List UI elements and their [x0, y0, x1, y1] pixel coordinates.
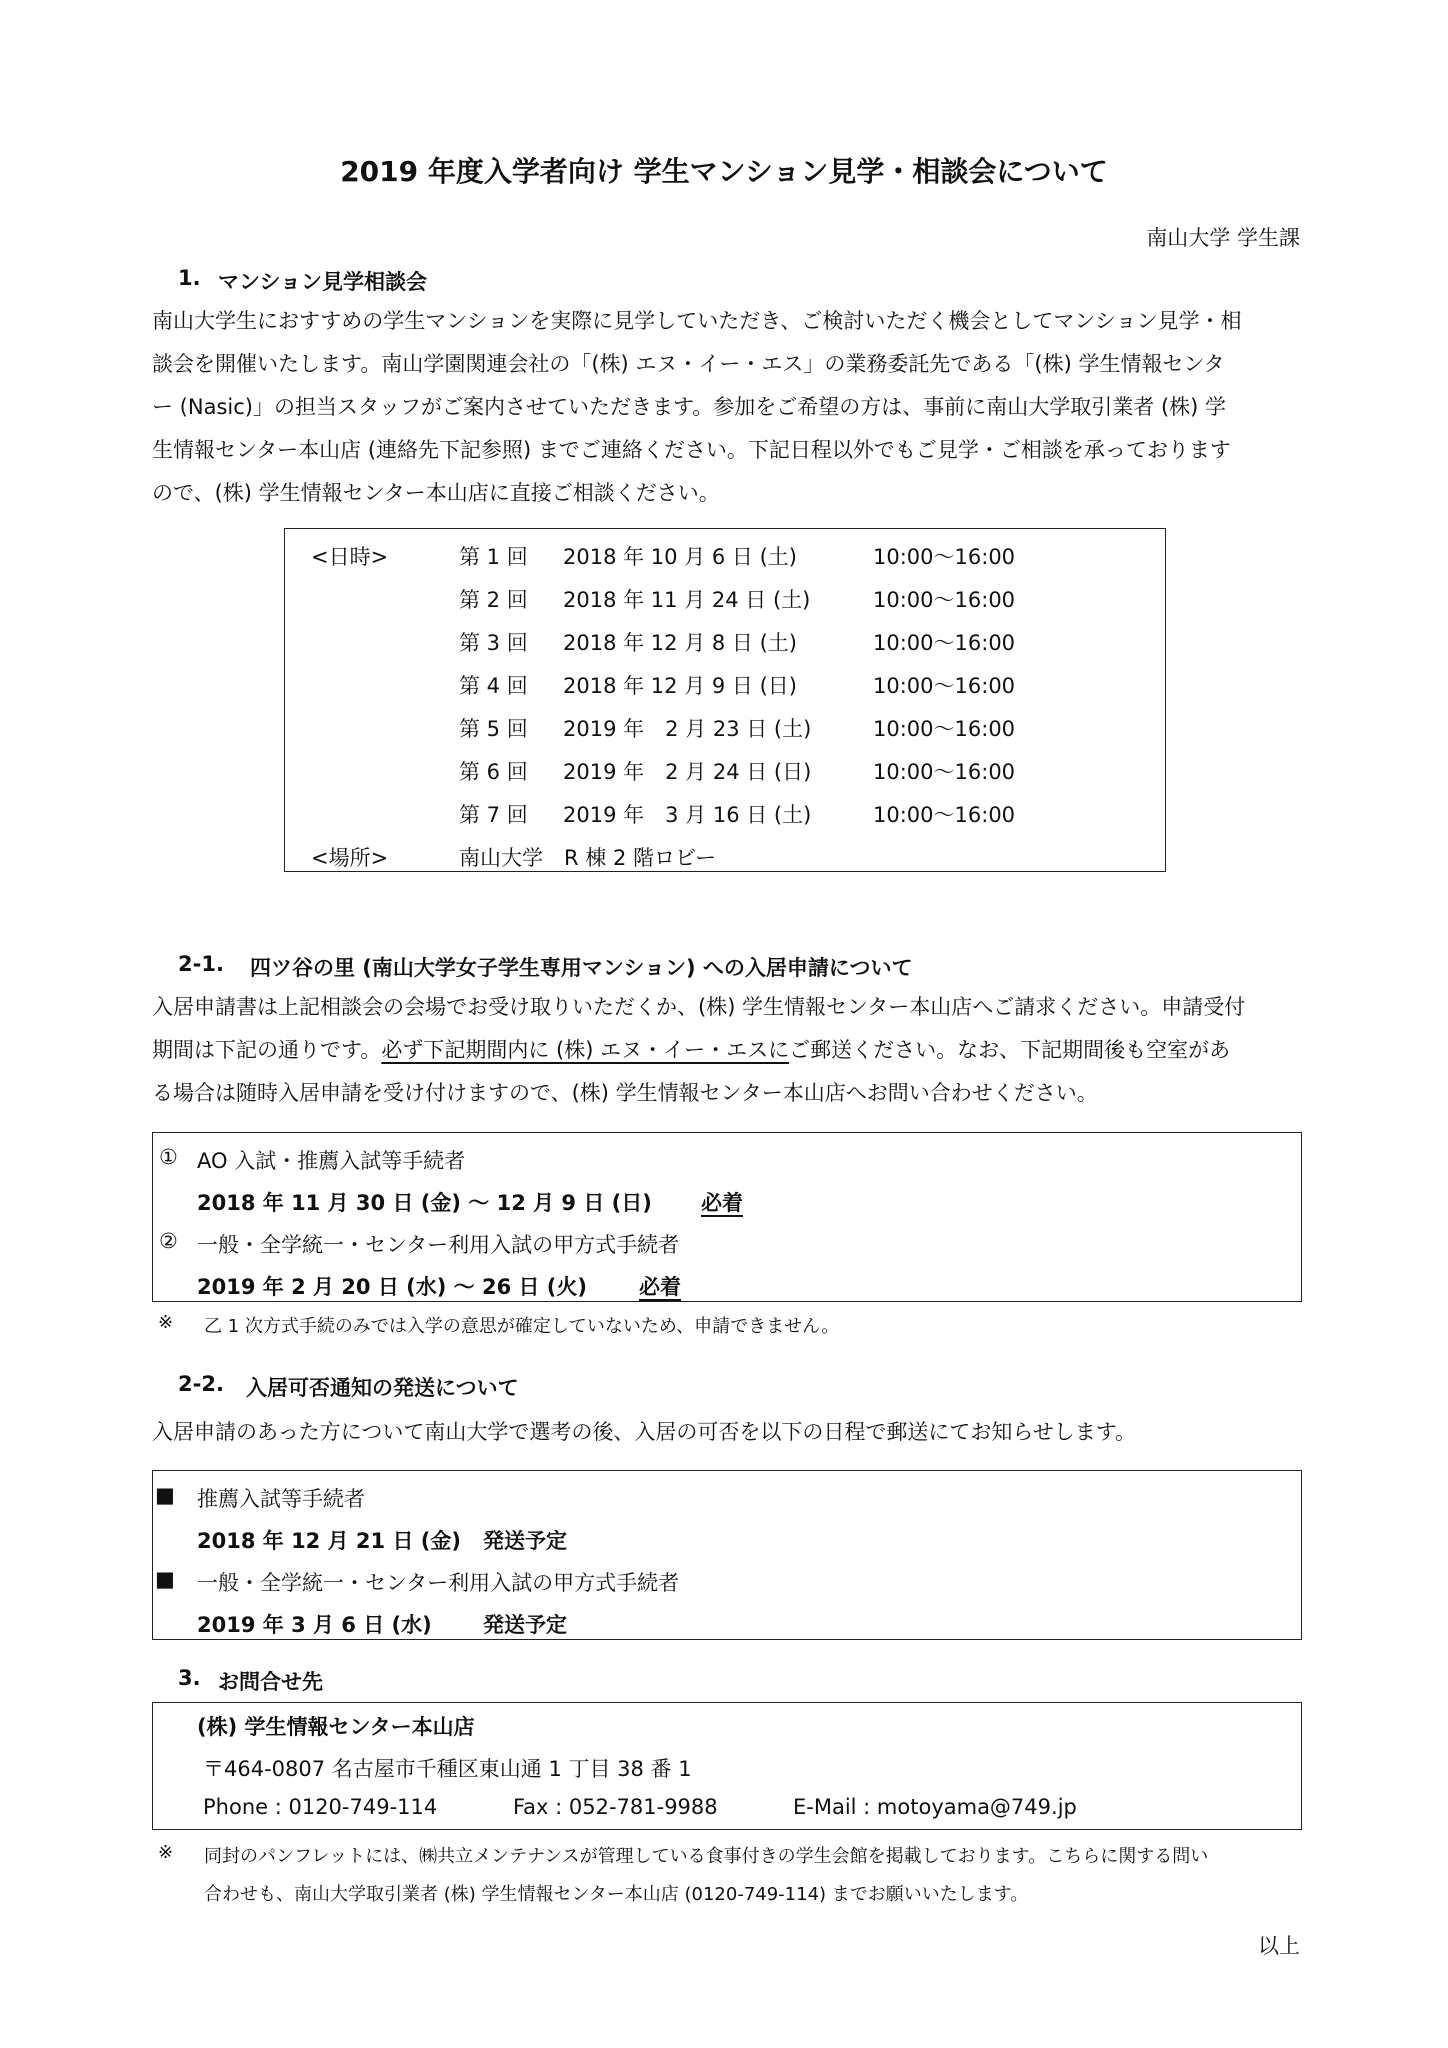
section2-1-note: 乙 1 次方式手続のみでは入学の意思が確定していないため、申請できません。: [204, 1316, 840, 1337]
section2-1-line-text: 期間は下記の通りです。: [152, 1038, 382, 1062]
schedule-place-label: <場所>: [311, 846, 389, 870]
section1-paragraph-line: 談会を開催いたします。南山学園関連会社の「(株) エヌ・イー・エス」の業務委託先である「(株) 学生情報センタ: [152, 352, 1225, 376]
schedule-date: 2018 年 10 月 6 日 (土): [563, 545, 797, 569]
contact-email: E-Mail : motoyama@749.jp: [793, 1795, 1077, 1819]
section2-1-line: [152, 1029, 1302, 1072]
section3-number: 3.: [178, 1666, 201, 1690]
section2-1-line-text: ご郵送ください。なお、下記期間後も空室があ: [789, 1038, 1231, 1062]
schedule-time: 10:00〜16:00: [873, 803, 1016, 827]
schedule-round: 第 3 回: [459, 631, 528, 655]
section3-heading: お問合せ先: [218, 1670, 323, 1694]
section2-1-heading: 四ツ谷の里 (南山大学女子学生専用マンション) への入居申請について: [250, 956, 913, 980]
schedule-time: 10:00〜16:00: [873, 588, 1016, 612]
schedule-date: 2018 年 12 月 9 日 (日): [563, 674, 797, 698]
section2-1-line: 入居申請書は上記相談会の会場でお受け取りいただくか、(株) 学生情報センター本山店へご請求ください。申請受付: [152, 995, 1246, 1019]
arrival-deadline-tag: 必着: [701, 1191, 743, 1215]
document-title: 2019 年度入学者向け 学生マンション見学・相談会について: [340, 155, 1108, 188]
bullet-square: ■: [155, 1483, 175, 1507]
section1-number: 1.: [178, 266, 201, 290]
notification-schedule-box: [152, 1470, 1302, 1640]
dispatch-date: 2018 年 12 月 21 日 (金): [197, 1529, 461, 1553]
applicant-category: 一般・全学統一・センター利用入試の甲方式手続者: [197, 1571, 680, 1595]
schedule-date: 2019 年 2 月 23 日 (土): [563, 717, 812, 741]
schedule-date: 2018 年 12 月 8 日 (土): [563, 631, 797, 655]
contact-box: [152, 1702, 1302, 1830]
applicant-category: AO 入試・推薦入試等手続者: [197, 1149, 466, 1173]
schedule-round: 第 5 回: [459, 717, 528, 741]
schedule-round: 第 2 回: [459, 588, 528, 612]
section3-note-line: 合わせも、南山大学取引業者 (株) 学生情報センター本山店 (0120-749-114) までお願いいたします。: [204, 1884, 1029, 1905]
note-mark: ※: [158, 1312, 174, 1333]
schedule-time: 10:00〜16:00: [873, 545, 1016, 569]
contact-phone: Phone : 0120-749-114: [203, 1795, 438, 1819]
schedule-place: 南山大学 R 棟 2 階ロビー: [459, 846, 717, 870]
section2-1-line: る場合は随時入居申請を受け付けますので、(株) 学生情報センター本山店へお問い合わせください。: [152, 1081, 1098, 1105]
section2-2-text: 入居申請のあった方について南山大学で選考の後、入居の可否を以下の日程で郵送にてお知らせします。: [152, 1420, 1137, 1444]
schedule-date: 2018 年 11 月 24 日 (土): [563, 588, 811, 612]
application-period: 2018 年 11 月 30 日 (金) 〜 12 月 9 日 (日): [197, 1191, 652, 1215]
section1-paragraph-line: 南山大学生におすすめの学生マンションを実際に見学していただき、ご検討いただく機会としてマンション見学・相: [152, 309, 1242, 333]
contact-address: 〒464-0807 名古屋市千種区東山通 1 丁目 38 番 1: [203, 1757, 692, 1781]
schedule-date-label: <日時>: [311, 545, 389, 569]
section1-paragraph-line: 生情報センター本山店 (連絡先下記参照) までご連絡ください。下記日程以外でもご見学・ご相談を承っております: [152, 438, 1231, 462]
schedule-round: 第 7 回: [459, 803, 528, 827]
schedule-date: 2019 年 3 月 16 日 (土): [563, 803, 812, 827]
dispatch-tag: 発送予定: [483, 1529, 567, 1553]
dispatch-tag: 発送予定: [483, 1613, 567, 1637]
application-period: 2019 年 2 月 20 日 (水) 〜 26 日 (火): [197, 1275, 588, 1299]
schedule-round: 第 6 回: [459, 760, 528, 784]
schedule-time: 10:00〜16:00: [873, 674, 1016, 698]
contact-company: (株) 学生情報センター本山店: [197, 1715, 475, 1739]
schedule-round: 第 1 回: [459, 545, 528, 569]
section1-paragraph-line: ー (Nasic)」の担当スタッフがご案内させていただきます。参加をご希望の方は、事前に南山大学取引業者 (株) 学: [152, 395, 1227, 419]
schedule-time: 10:00〜16:00: [873, 717, 1016, 741]
note-mark: ※: [158, 1842, 174, 1863]
applicant-category: 推薦入試等手続者: [197, 1487, 365, 1511]
application-period-box: [152, 1132, 1302, 1302]
arrival-deadline-tag: 必着: [639, 1275, 681, 1299]
section3-note-line: 同封のパンフレットには、㈱共立メンテナンスが管理している食事付きの学生会館を掲載しております。こちらに関する問い: [204, 1846, 1209, 1867]
section2-2-number: 2-2.: [178, 1372, 224, 1396]
section2-2-heading: 入居可否通知の発送について: [246, 1376, 519, 1400]
section1-paragraph-line: ので、(株) 学生情報センター本山店に直接ご相談ください。: [152, 481, 720, 505]
section2-1-number: 2-1.: [178, 952, 224, 976]
schedule-round: 第 4 回: [459, 674, 528, 698]
dispatch-date: 2019 年 3 月 6 日 (水): [197, 1613, 432, 1637]
schedule-time: 10:00〜16:00: [873, 631, 1016, 655]
schedule-time: 10:00〜16:00: [873, 760, 1016, 784]
closing-mark: 以上: [1258, 1934, 1300, 1958]
issuing-organization: 南山大学 学生課: [1146, 226, 1300, 250]
item-marker: ①: [159, 1145, 178, 1169]
item-marker: ②: [159, 1229, 178, 1253]
section1-heading: マンション見学相談会: [218, 270, 428, 294]
section1-paragraph: [152, 300, 1302, 515]
contact-fax: Fax : 052-781-9988: [513, 1795, 718, 1819]
schedule-date: 2019 年 2 月 24 日 (日): [563, 760, 812, 784]
schedule-box: [284, 528, 1166, 872]
bullet-square: ■: [155, 1567, 175, 1591]
section2-1-paragraph: [152, 986, 1302, 1115]
applicant-category: 一般・全学統一・センター利用入試の甲方式手続者: [197, 1233, 680, 1257]
underlined-deadline-notice: 必ず下記期間内に (株) エヌ・イー・エスに: [381, 1038, 790, 1062]
